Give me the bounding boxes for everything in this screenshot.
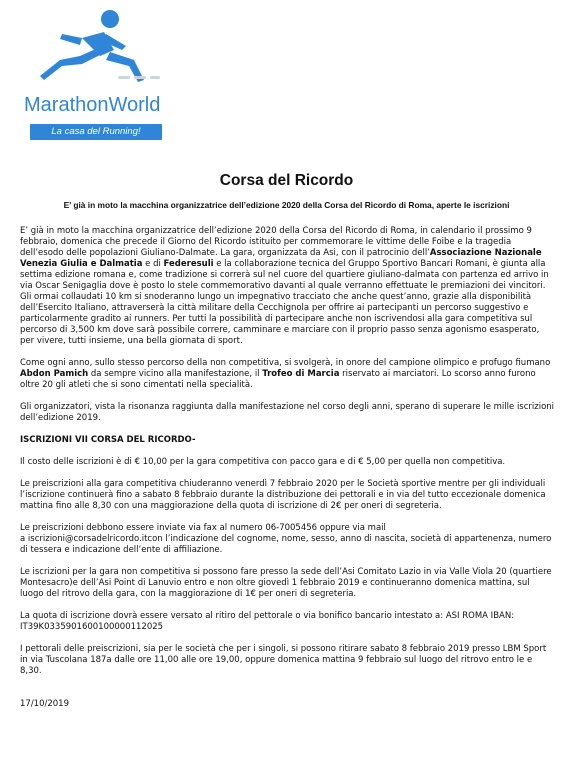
- federesuli-name: Federesuli: [163, 259, 214, 269]
- paragraph-non-competitive: Le iscrizioni per la gara non competitiva si possono fare presso la sede dell’Asi Comitato Lazio in via Valle Viola 20 (quartiere Montesacro)e dell’Asi Point di Lanuvio entro e non oltre giovedì 1 febbraio 2019 e continueranno domenica mattina, sul luogo del ritrovo della gara, con la maggiorazione di 1€ per oneri di segreteria.: [20, 567, 552, 599]
- page-title: Corsa del Ricordo: [219, 172, 354, 189]
- article-body: [20, 226, 555, 710]
- page-subtitle: E’ già in moto la macchina organizzatrice dell’edizione 2020 della Corsa del Ricordo di Roma, aperte le iscrizioni: [63, 200, 510, 210]
- paragraph-intro: E’ già in moto la macchina organizzatrice dell’edizione 2020 della Corsa del Ricordo di Roma, in calendario il prossimo 9 febbraio, domenica che precede il Giorno del Ricordo istituito per commemorare le vittime delle Foibe e la tragedia dell’esodo delle popolazioni Giuliano-Dalmate. La gara, organizzata da Asi, con il patrocinio dell’Associazione Nazionale Venezia Giulia e Dalmatia e di Federesuli e la collaborazione tecnica del Gruppo Sportivo Bancari Romani, è giunta alla settima edizione romana e, come tradizione si correrà sul nel cuore del quartiere giuliano-dalmata con partenza ed arrivo in via Oscar Senigaglia dove è posto lo stele commemorativo davanti al quale verranno effettuate le premiazioni dei vincitori. Gli ormai collaudati 10 km si snoderanno lungo un impegnativo tracciato che anche quest’anno, grazie alla disponibilità dell’Esercito Italiano, attraverserà la città militare della Cecchignola per offrire ai partecipanti un percorso suggestivo e particolarmente gradito ai runners. Per tutti la possibilità di partecipare anche non iscrivendosi alla gara competitiva sul percorso di 3,500 km dove sarà possibile correre, camminare e marciare con il proprio passo senza agonismo esasperato, per vivere, tutti insieme, una bella giornata di sport.: [20, 226, 549, 346]
- paragraph-deadline: Le preiscrizioni alla gara competitiva chiuderanno venerdì 7 febbraio 2020 per le Società sportive mentre per gli individuali l’iscrizione continuerà fino a sabato 8 febbraio durante la distribuzione dei pettorali e in via del tutto eccezionale domenica mattina fino alle 8,30 con una maggiorazione della quota di iscrizione di 2€ per oneri di segreteria.: [20, 479, 546, 511]
- athlete-name: Abdon Pamich: [20, 369, 89, 379]
- association-name: Associazione Nazionale Venezia Giulia e Dalmatia: [20, 248, 542, 269]
- logo-name: MarathonWorld: [24, 94, 161, 116]
- logo-tagline: La casa del Running!: [30, 124, 162, 140]
- paragraph-costs: Il costo delle iscrizioni è di € 10,00 per la gara competitiva con pacco gara e di € 5,00 per quella non competitiva.: [20, 457, 506, 467]
- running-man-icon: [22, 8, 167, 98]
- section-heading: ISCRIZIONI VII CORSA DEL RICORDO-: [20, 435, 196, 445]
- paragraph-email: a iscrizioni@corsadelricordo.itcon l’indicazione del cognome, nome, sesso, anno di nascita, società di appartenenza, numero di tessera e indicazione dell’ente di affiliazione.: [20, 534, 552, 555]
- marathonworld-logo: [22, 8, 167, 140]
- publish-date: 17/10/2019: [20, 699, 69, 709]
- trofeo-name: Trofeo di Marcia: [262, 369, 340, 379]
- paragraph-bibs: I pettorali delle preiscrizioni, sia per le società che per i singoli, si possono ritirare sabato 8 febbraio 2019 presso LBM Sport in via Tuscolana 187a dalle ore 11,00 alle ore 19,00, oppure domenica mattina 9 febbraio sul luogo del ritrovo entro le e 8,30.: [20, 644, 547, 676]
- paragraph-organizers: Gli organizzatori, vista la risonanza raggiunta dalla manifestazione nel corso degli anni, sperano di superare le mille iscrizioni dell’edizione 2019.: [20, 402, 555, 423]
- paragraph-payment: La quota di iscrizione dovrà essere versato al ritiro del pettorale o via bonifico bancario intestato a: ASI ROMA IBAN: IT39K0335901600100000112025: [20, 611, 515, 632]
- paragraph-trofeo: Come ogni anno, sullo stesso percorso della non competitiva, si svolgerà, in onore del campione olimpico e profugo fiumano Abdon Pamich da sempre vicino alla manifestazione, il Trofeo di Marcia riservato ai marciatori. Lo scorso anno furono oltre 20 gli atleti che si sono cimentati nella specialità.: [20, 358, 551, 390]
- paragraph-fax: Le preiscrizioni debbono essere inviate via fax al numero 06-7005456 oppure via mail: [20, 523, 386, 533]
